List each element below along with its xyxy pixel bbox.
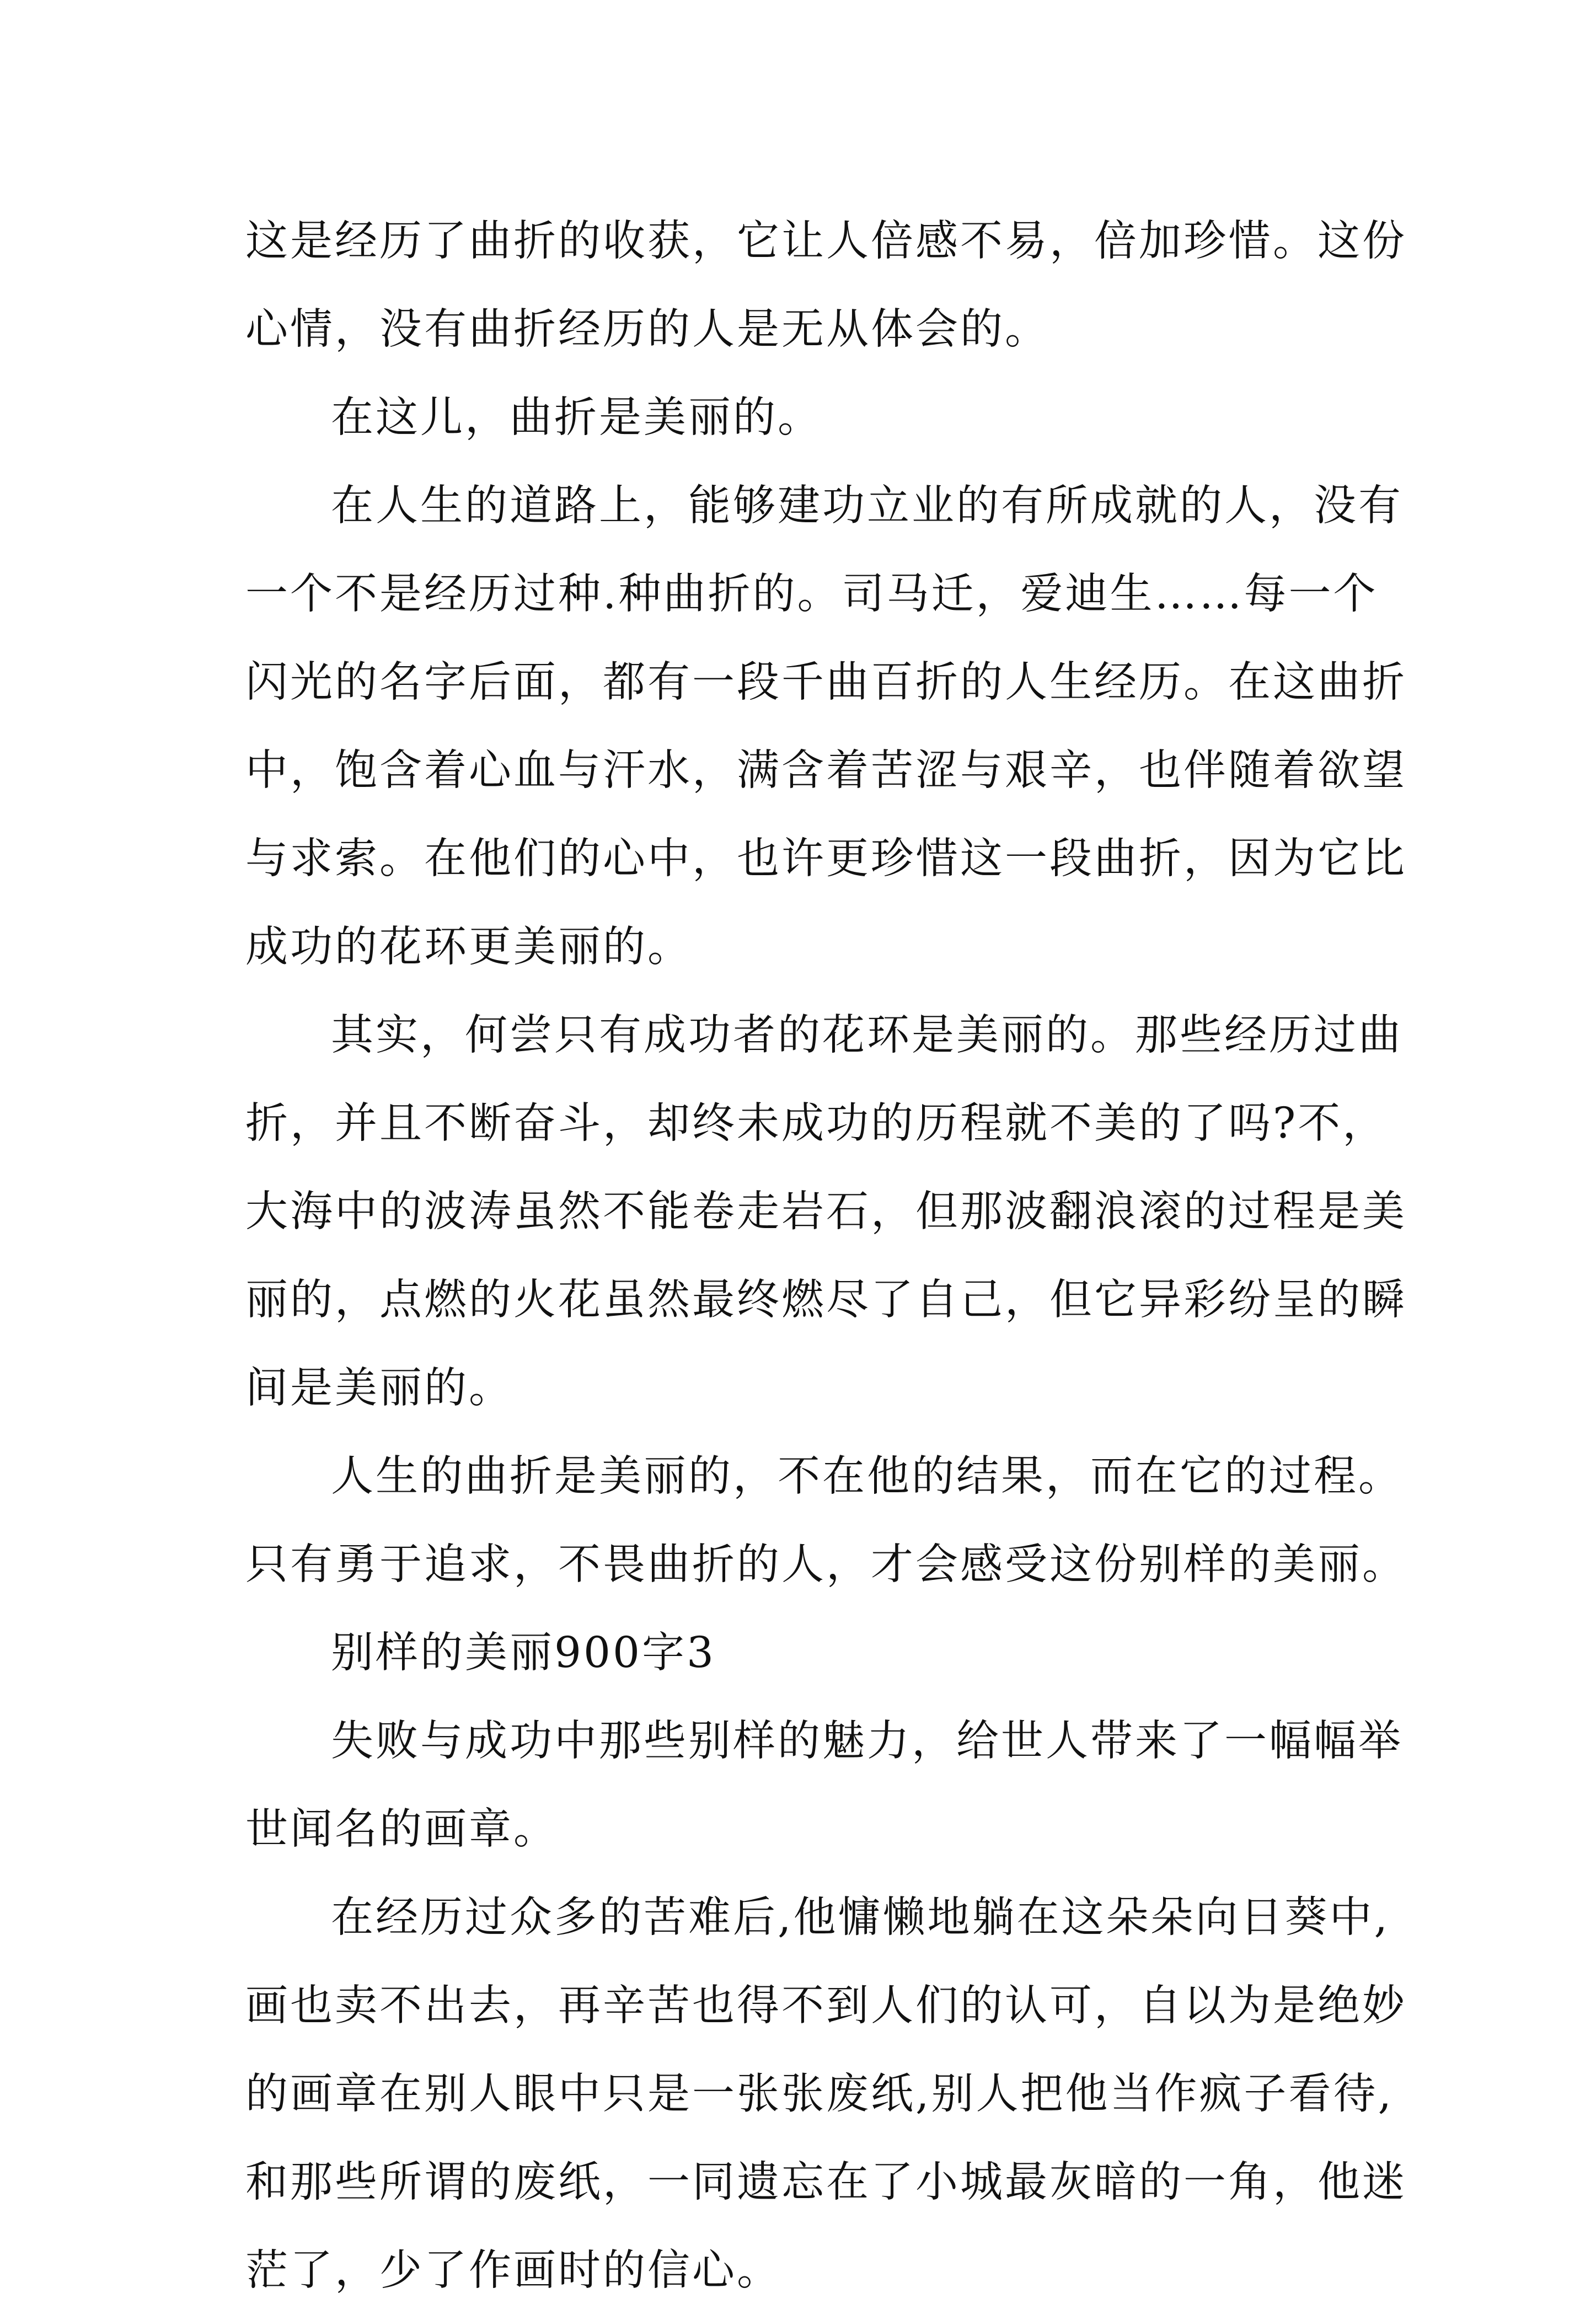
text-line: 人生的曲折是美丽的，不在他的结果，而在它的过程。	[331, 1452, 1403, 1501]
text-line: 大海中的波涛虽然不能卷走岩石，但那波翻浪滚的过程是美	[245, 1187, 1407, 1236]
text-line: 与求索。在他们的心中，也许更珍惜这一段曲折，因为它比	[245, 834, 1407, 883]
document-body	[245, 197, 1407, 2315]
text-line: 心情，没有曲折经历的人是无从体会的。	[245, 305, 1049, 354]
text-line: 闪光的名字后面，都有一段千曲百折的人生经历。在这曲折	[245, 658, 1407, 707]
text-line: 茫了，少了作画时的信心。	[245, 2246, 781, 2295]
text-line: 画也卖不出去，再辛苦也得不到人们的认可，自以为是绝妙	[245, 1981, 1407, 2030]
text-line: 中，饱含着心血与汗水，满含着苦涩与艰辛，也伴随着欲望	[245, 746, 1407, 795]
text-line: 和那些所谓的废纸，一同遗忘在了小城最灰暗的一角，他迷	[245, 2158, 1407, 2207]
text-line: 其实，何尝只有成功者的花环是美丽的。那些经历过曲	[331, 1011, 1403, 1060]
text-line: 的画章在别人眼中只是一张张废纸,别人把他当作疯子看待,	[245, 2070, 1394, 2119]
text-line: 间是美丽的。	[245, 1364, 513, 1413]
text-line: 世闻名的画章。	[245, 1805, 558, 1854]
text-line: 在经历过众多的苦难后,他慵懒地躺在这朵朵向日葵中,	[331, 1893, 1390, 1942]
text-line: 在人生的道路上，能够建功立业的有所成就的人，没有	[331, 481, 1403, 530]
text-line: 一个不是经历过种.种曲折的。司马迁，爱迪生……每一个	[245, 570, 1378, 619]
text-line: 这是经历了曲折的收获，它让人倍感不易，倍加珍惜。这份	[245, 217, 1407, 266]
text-line: 折，并且不断奋斗，却终未成功的历程就不美的了吗?不，	[245, 1099, 1388, 1148]
text-line: 成功的花环更美丽的。	[245, 923, 692, 972]
section-heading: 别样的美丽900字3	[331, 1628, 716, 1678]
text-line: 在这儿，曲折是美丽的。	[331, 393, 822, 442]
text-line: 只有勇于追求，不畏曲折的人，才会感受这份别样的美丽。	[245, 1540, 1407, 1589]
text-line: 丽的，点燃的火花虽然最终燃尽了自己，但它异彩纷呈的瞬	[245, 1276, 1407, 1325]
text-line: 失败与成功中那些别样的魅力，给世人带来了一幅幅举	[331, 1717, 1403, 1766]
